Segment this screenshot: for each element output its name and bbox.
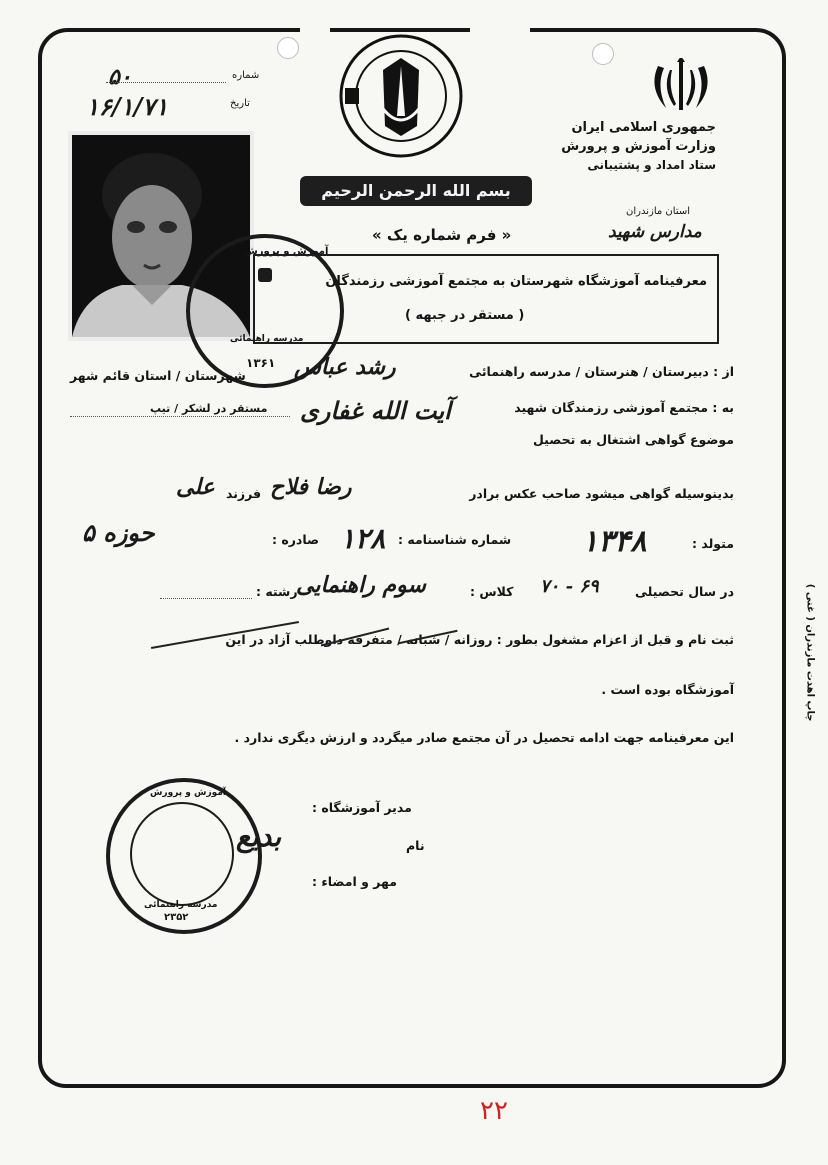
punch-hole [277, 37, 299, 59]
field-label: رشته : [256, 584, 298, 599]
stamp-text: مدرسه راهنمائی [144, 900, 218, 910]
from-city: شهرستان / استان قائم شهر [70, 368, 246, 383]
header-line-1: معرفینامه آموزشگاه شهرستان به مجتمع آموزشی رزمندگان [325, 274, 707, 289]
stamp-year: ۱۳۶۱ [246, 356, 276, 370]
principal-signature: بدیع [236, 820, 282, 853]
issue-place: حوزه ۵ [82, 518, 155, 547]
punch-hole [592, 43, 614, 65]
frame-gap [470, 24, 530, 34]
field-underline [160, 598, 252, 599]
birth-year: ۱۳۴۸ [582, 524, 647, 559]
stamp-number: ۲۳۵۲ [164, 912, 189, 923]
validity-statement: این معرفینامه جهت ادامه تحصیل در آن مجتمع صادر میگردد و ارزش دیگری ندارد . [234, 730, 734, 745]
from-school-name: رشد عباس [294, 354, 396, 380]
iran-emblem-icon [650, 58, 712, 114]
basmala: بسم الله الرحمن الرحیم [300, 176, 532, 206]
ministry-line-2: وزارت آموزش و پرورش [561, 139, 716, 154]
number-underline [106, 82, 226, 83]
to-suffix: مستقر در لشکر / تیپ [150, 402, 268, 415]
stamp-text: آموزش و پرورش [150, 788, 226, 798]
certification-label: بدینوسیله گواهی میشود صاحب عکس برادر [469, 486, 734, 501]
seal-label: مهر و امضاء : [312, 874, 398, 889]
date-value: ۱۶/۱/۷۱ [86, 92, 168, 121]
number-label: شماره [232, 70, 260, 81]
number-date-block [80, 62, 270, 122]
school-year-label: در سال تحصیلی [634, 584, 734, 599]
ministry-header [486, 118, 716, 175]
to-underline [70, 416, 290, 417]
frame-gap [300, 24, 330, 34]
stamp-inner-ring [130, 802, 234, 906]
page-number: ۲۲ [480, 1096, 508, 1126]
principal-label: مدیر آموزشگاه : [312, 800, 412, 815]
form-header-box [253, 254, 719, 344]
study-status-line-2: آموزشگاه بوده است . [601, 682, 734, 697]
stamp-text: مدرسه راهنمائی [230, 334, 304, 344]
issue-label: صادره : [272, 532, 320, 547]
date-label: تاریخ [230, 98, 250, 109]
class-value: سوم راهنمایی [296, 572, 426, 598]
from-label: از : دبیرستان / هنرستان / مدرسه راهنمائی [469, 364, 734, 379]
form-title: « فرم شماره یک » [372, 226, 512, 244]
to-label: به : مجتمع آموزشی رزمندگان شهید [514, 400, 734, 415]
child-label: فرزند [226, 486, 262, 501]
id-number: ۱۲۸ [340, 522, 386, 555]
header-line-2: ( مستقر در جبهه ) [405, 308, 525, 323]
father-name: علی [176, 474, 215, 500]
province-label: استان مازندران [626, 206, 690, 217]
birth-label: متولد : [692, 536, 734, 551]
id-label: شماره شناسنامه : [398, 532, 512, 547]
class-label: کلاس : [470, 584, 514, 599]
ministry-line-3: ستاد امداد و پشتیبانی [587, 158, 716, 172]
number-value: ۵۰ [108, 64, 132, 90]
school-year-value: ۷۰ - ۶۹ [540, 576, 599, 597]
study-status-line-1: ثبت نام و قبل از اعزام مشغول بطور : روزانه / شبانه / متفرقه داوطلب آزاد در این [225, 632, 734, 647]
student-name: رضا فلاح [270, 474, 352, 500]
to-complex-name: آیت الله غفاری [300, 396, 451, 425]
name-label: نام [406, 838, 425, 853]
ministry-line-1: جمهوری اسلامی ایران [571, 120, 716, 135]
handwritten-top-note: مدارس شهید [608, 222, 702, 242]
organization-emblem [337, 30, 465, 162]
printer-side-note: چاپ اهدت مازندران ( غنی ) [804, 583, 816, 722]
subject-line: موضوع گواهی اشتغال به تحصیل [533, 432, 734, 447]
school-stamp-bottom [106, 778, 262, 934]
stamp-text: آموزش و پرورش [244, 246, 329, 257]
form-title-text: فرم شماره یک [386, 226, 497, 244]
